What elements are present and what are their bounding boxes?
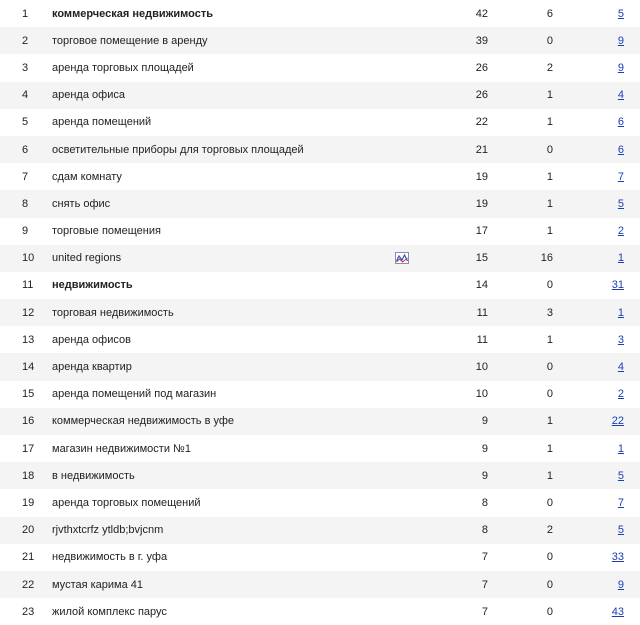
clicks-count: 0 [546, 496, 553, 509]
position-cell [553, 299, 640, 326]
row-number: 12 [22, 306, 35, 319]
row-icon-cell [392, 353, 472, 380]
clicks-count: 1 [546, 469, 553, 482]
row-number: 18 [22, 469, 35, 482]
position-cell [553, 0, 640, 27]
position-link[interactable]: 2 [617, 225, 624, 238]
shows-count: 26 [475, 89, 488, 102]
clicks-count: 0 [546, 388, 553, 401]
position-cell [553, 27, 640, 54]
row-number: 9 [22, 225, 29, 238]
position-link[interactable]: 5 [617, 524, 624, 537]
position-link[interactable]: 1 [617, 442, 624, 455]
position-cell [553, 218, 640, 245]
table-row [0, 517, 640, 544]
table-row [0, 109, 640, 136]
clicks-count: 0 [546, 578, 553, 591]
keyword-phrase: аренда торговых площадей [52, 61, 194, 74]
shows-count: 9 [481, 415, 488, 428]
row-number: 16 [22, 415, 35, 428]
table-row [0, 299, 640, 326]
row-number: 3 [22, 61, 29, 74]
row-number: 17 [22, 442, 35, 455]
keyword-phrase: снять офис [52, 197, 111, 210]
position-cell [553, 190, 640, 217]
shows-count: 26 [475, 61, 488, 74]
position-link[interactable]: 43 [611, 605, 624, 618]
keyword-phrase: united regions [52, 252, 122, 265]
table-row [0, 381, 640, 408]
shows-count: 11 [476, 306, 488, 319]
position-link[interactable]: 1 [617, 252, 624, 265]
position-cell [553, 489, 640, 516]
position-link[interactable]: 5 [617, 469, 624, 482]
row-number: 21 [22, 551, 35, 564]
shows-count: 10 [475, 388, 488, 401]
position-link[interactable]: 4 [617, 89, 624, 102]
row-icon-cell [392, 381, 472, 408]
row-number: 13 [22, 333, 35, 346]
position-link[interactable]: 7 [617, 170, 624, 183]
position-cell [553, 571, 640, 598]
table-row [0, 408, 640, 435]
position-cell [553, 517, 640, 544]
row-icon-cell [392, 326, 472, 353]
table-row [0, 544, 640, 571]
row-icon-cell [392, 136, 472, 163]
row-icon-cell [392, 109, 472, 136]
clicks-count: 16 [540, 252, 553, 265]
row-number: 19 [22, 496, 35, 509]
shows-count: 8 [481, 496, 488, 509]
keyword-phrase: торговые помещения [52, 225, 161, 238]
keyword-phrase: rjvthxtcrfz ytldb;bvjcnm [52, 524, 164, 537]
keyword-phrase: коммерческая недвижимость в уфе [52, 415, 235, 428]
shows-count: 10 [475, 361, 488, 374]
table-row [0, 27, 640, 54]
position-cell [553, 326, 640, 353]
table-row [0, 136, 640, 163]
keyword-phrase: аренда офиса [52, 89, 125, 102]
row-icon-cell [392, 245, 472, 272]
clicks-count: 3 [546, 306, 553, 319]
row-icon-cell [392, 544, 472, 571]
row-icon-cell [392, 598, 472, 625]
keyword-phrase: торговая недвижимость [52, 306, 174, 319]
shows-count: 39 [475, 34, 488, 47]
clicks-count: 1 [546, 442, 553, 455]
position-link[interactable]: 22 [611, 415, 624, 428]
row-number: 2 [22, 34, 29, 47]
table-row [0, 54, 640, 81]
clicks-count: 1 [546, 116, 553, 129]
row-icon-cell [392, 489, 472, 516]
keyword-phrase: коммерческая недвижимость [52, 7, 214, 20]
row-icon-cell [392, 218, 472, 245]
keyword-phrase: осветительные приборы для торговых площадей [52, 143, 304, 156]
keyword-phrase: аренда офисов [52, 333, 131, 346]
row-icon-cell [392, 517, 472, 544]
position-cell [553, 136, 640, 163]
shows-count: 7 [481, 551, 488, 564]
position-link[interactable]: 5 [617, 7, 624, 20]
position-link[interactable]: 2 [617, 388, 624, 401]
table-row [0, 435, 640, 462]
row-icon-cell [392, 299, 472, 326]
table-row [0, 571, 640, 598]
shows-count: 19 [475, 197, 488, 210]
position-link[interactable]: 1 [617, 306, 624, 319]
clicks-count: 0 [546, 34, 553, 47]
row-number: 6 [22, 143, 29, 156]
position-cell [553, 462, 640, 489]
clicks-count: 6 [546, 7, 553, 20]
table-row [0, 598, 640, 625]
row-number: 14 [22, 361, 35, 374]
clicks-count: 1 [546, 197, 553, 210]
clicks-count: 0 [546, 361, 553, 374]
position-link[interactable]: 6 [617, 143, 624, 156]
keyword-phrase: недвижимость в г. уфа [52, 551, 168, 564]
table-row [0, 489, 640, 516]
position-cell [553, 163, 640, 190]
keyword-phrase: торговое помещение в аренду [52, 34, 208, 47]
row-icon-cell [392, 571, 472, 598]
row-number: 22 [22, 578, 35, 591]
keyword-phrase: сдам комнату [52, 170, 122, 183]
position-link[interactable]: 3 [617, 333, 624, 346]
table-row [0, 82, 640, 109]
shows-count: 17 [475, 225, 488, 238]
position-cell [553, 272, 640, 299]
keyword-phrase: жилой комплекс парус [52, 605, 167, 618]
row-icon-cell [392, 435, 472, 462]
keyword-phrase: магазин недвижимости №1 [52, 442, 191, 455]
row-number: 1 [22, 7, 29, 20]
table-row [0, 272, 640, 299]
clicks-count: 1 [546, 225, 553, 238]
row-number: 10 [22, 252, 35, 265]
clicks-count: 2 [546, 61, 553, 74]
position-link[interactable]: 9 [617, 61, 624, 74]
clicks-count: 0 [546, 143, 553, 156]
clicks-count: 1 [546, 89, 553, 102]
clicks-count: 1 [546, 415, 553, 428]
position-cell [553, 381, 640, 408]
position-cell [553, 544, 640, 571]
row-icon-cell [392, 190, 472, 217]
position-link[interactable]: 9 [617, 578, 624, 591]
position-cell [553, 598, 640, 625]
position-cell [553, 82, 640, 109]
row-icon-cell [392, 54, 472, 81]
row-icon-cell [392, 408, 472, 435]
position-link[interactable]: 7 [617, 496, 624, 509]
shows-count: 9 [481, 442, 488, 455]
shows-count: 7 [481, 605, 488, 618]
clicks-count: 0 [546, 279, 553, 292]
row-icon-cell [392, 0, 472, 27]
clicks-count: 1 [546, 333, 553, 346]
row-number: 7 [22, 170, 29, 183]
table-row [0, 218, 640, 245]
shows-count: 15 [475, 252, 488, 265]
row-icon-cell [392, 462, 472, 489]
position-link[interactable]: 5 [617, 197, 624, 210]
row-number: 23 [22, 605, 35, 618]
position-cell [553, 408, 640, 435]
keyword-phrase: недвижимость [52, 279, 133, 292]
keyword-phrase: аренда помещений [52, 116, 152, 129]
position-link[interactable]: 33 [611, 551, 624, 564]
shows-count: 14 [475, 279, 488, 292]
position-cell [553, 353, 640, 380]
table-row [0, 245, 640, 272]
shows-count: 22 [475, 116, 488, 129]
keyword-phrase: мустая карима 41 [52, 578, 144, 591]
clicks-count: 2 [546, 524, 553, 537]
position-cell [553, 245, 640, 272]
table-row [0, 326, 640, 353]
keyword-phrase: в недвижимость [52, 469, 135, 482]
table-row [0, 0, 640, 27]
shows-count: 7 [481, 578, 488, 591]
position-cell [553, 109, 640, 136]
position-link[interactable]: 9 [617, 34, 624, 47]
row-icon-cell [392, 272, 472, 299]
shows-count: 11 [476, 333, 488, 346]
row-number: 4 [22, 89, 29, 102]
shows-count: 8 [481, 524, 488, 537]
position-cell [553, 54, 640, 81]
row-icon-cell [392, 27, 472, 54]
table-row [0, 190, 640, 217]
position-link[interactable]: 6 [617, 116, 624, 129]
keyword-phrase: аренда торговых помещений [52, 496, 201, 509]
row-number: 20 [22, 524, 35, 537]
row-icon-cell [392, 82, 472, 109]
table-row [0, 462, 640, 489]
keyword-phrase: аренда помещений под магазин [52, 388, 217, 401]
clicks-count: 0 [546, 551, 553, 564]
clicks-count: 0 [546, 605, 553, 618]
row-number: 5 [22, 116, 29, 129]
shows-count: 42 [475, 7, 488, 20]
shows-count: 19 [475, 170, 488, 183]
row-icon-cell [392, 163, 472, 190]
shows-count: 21 [475, 143, 488, 156]
position-link[interactable]: 31 [611, 279, 624, 292]
chart-icon[interactable] [395, 252, 409, 264]
table-row [0, 163, 640, 190]
table-row [0, 353, 640, 380]
clicks-count: 1 [546, 170, 553, 183]
row-number: 8 [22, 197, 29, 210]
row-number: 15 [22, 388, 35, 401]
row-number: 11 [22, 279, 34, 292]
position-link[interactable]: 4 [617, 361, 624, 374]
shows-count: 9 [481, 469, 488, 482]
position-cell [553, 435, 640, 462]
keyword-phrase: аренда квартир [52, 361, 132, 374]
